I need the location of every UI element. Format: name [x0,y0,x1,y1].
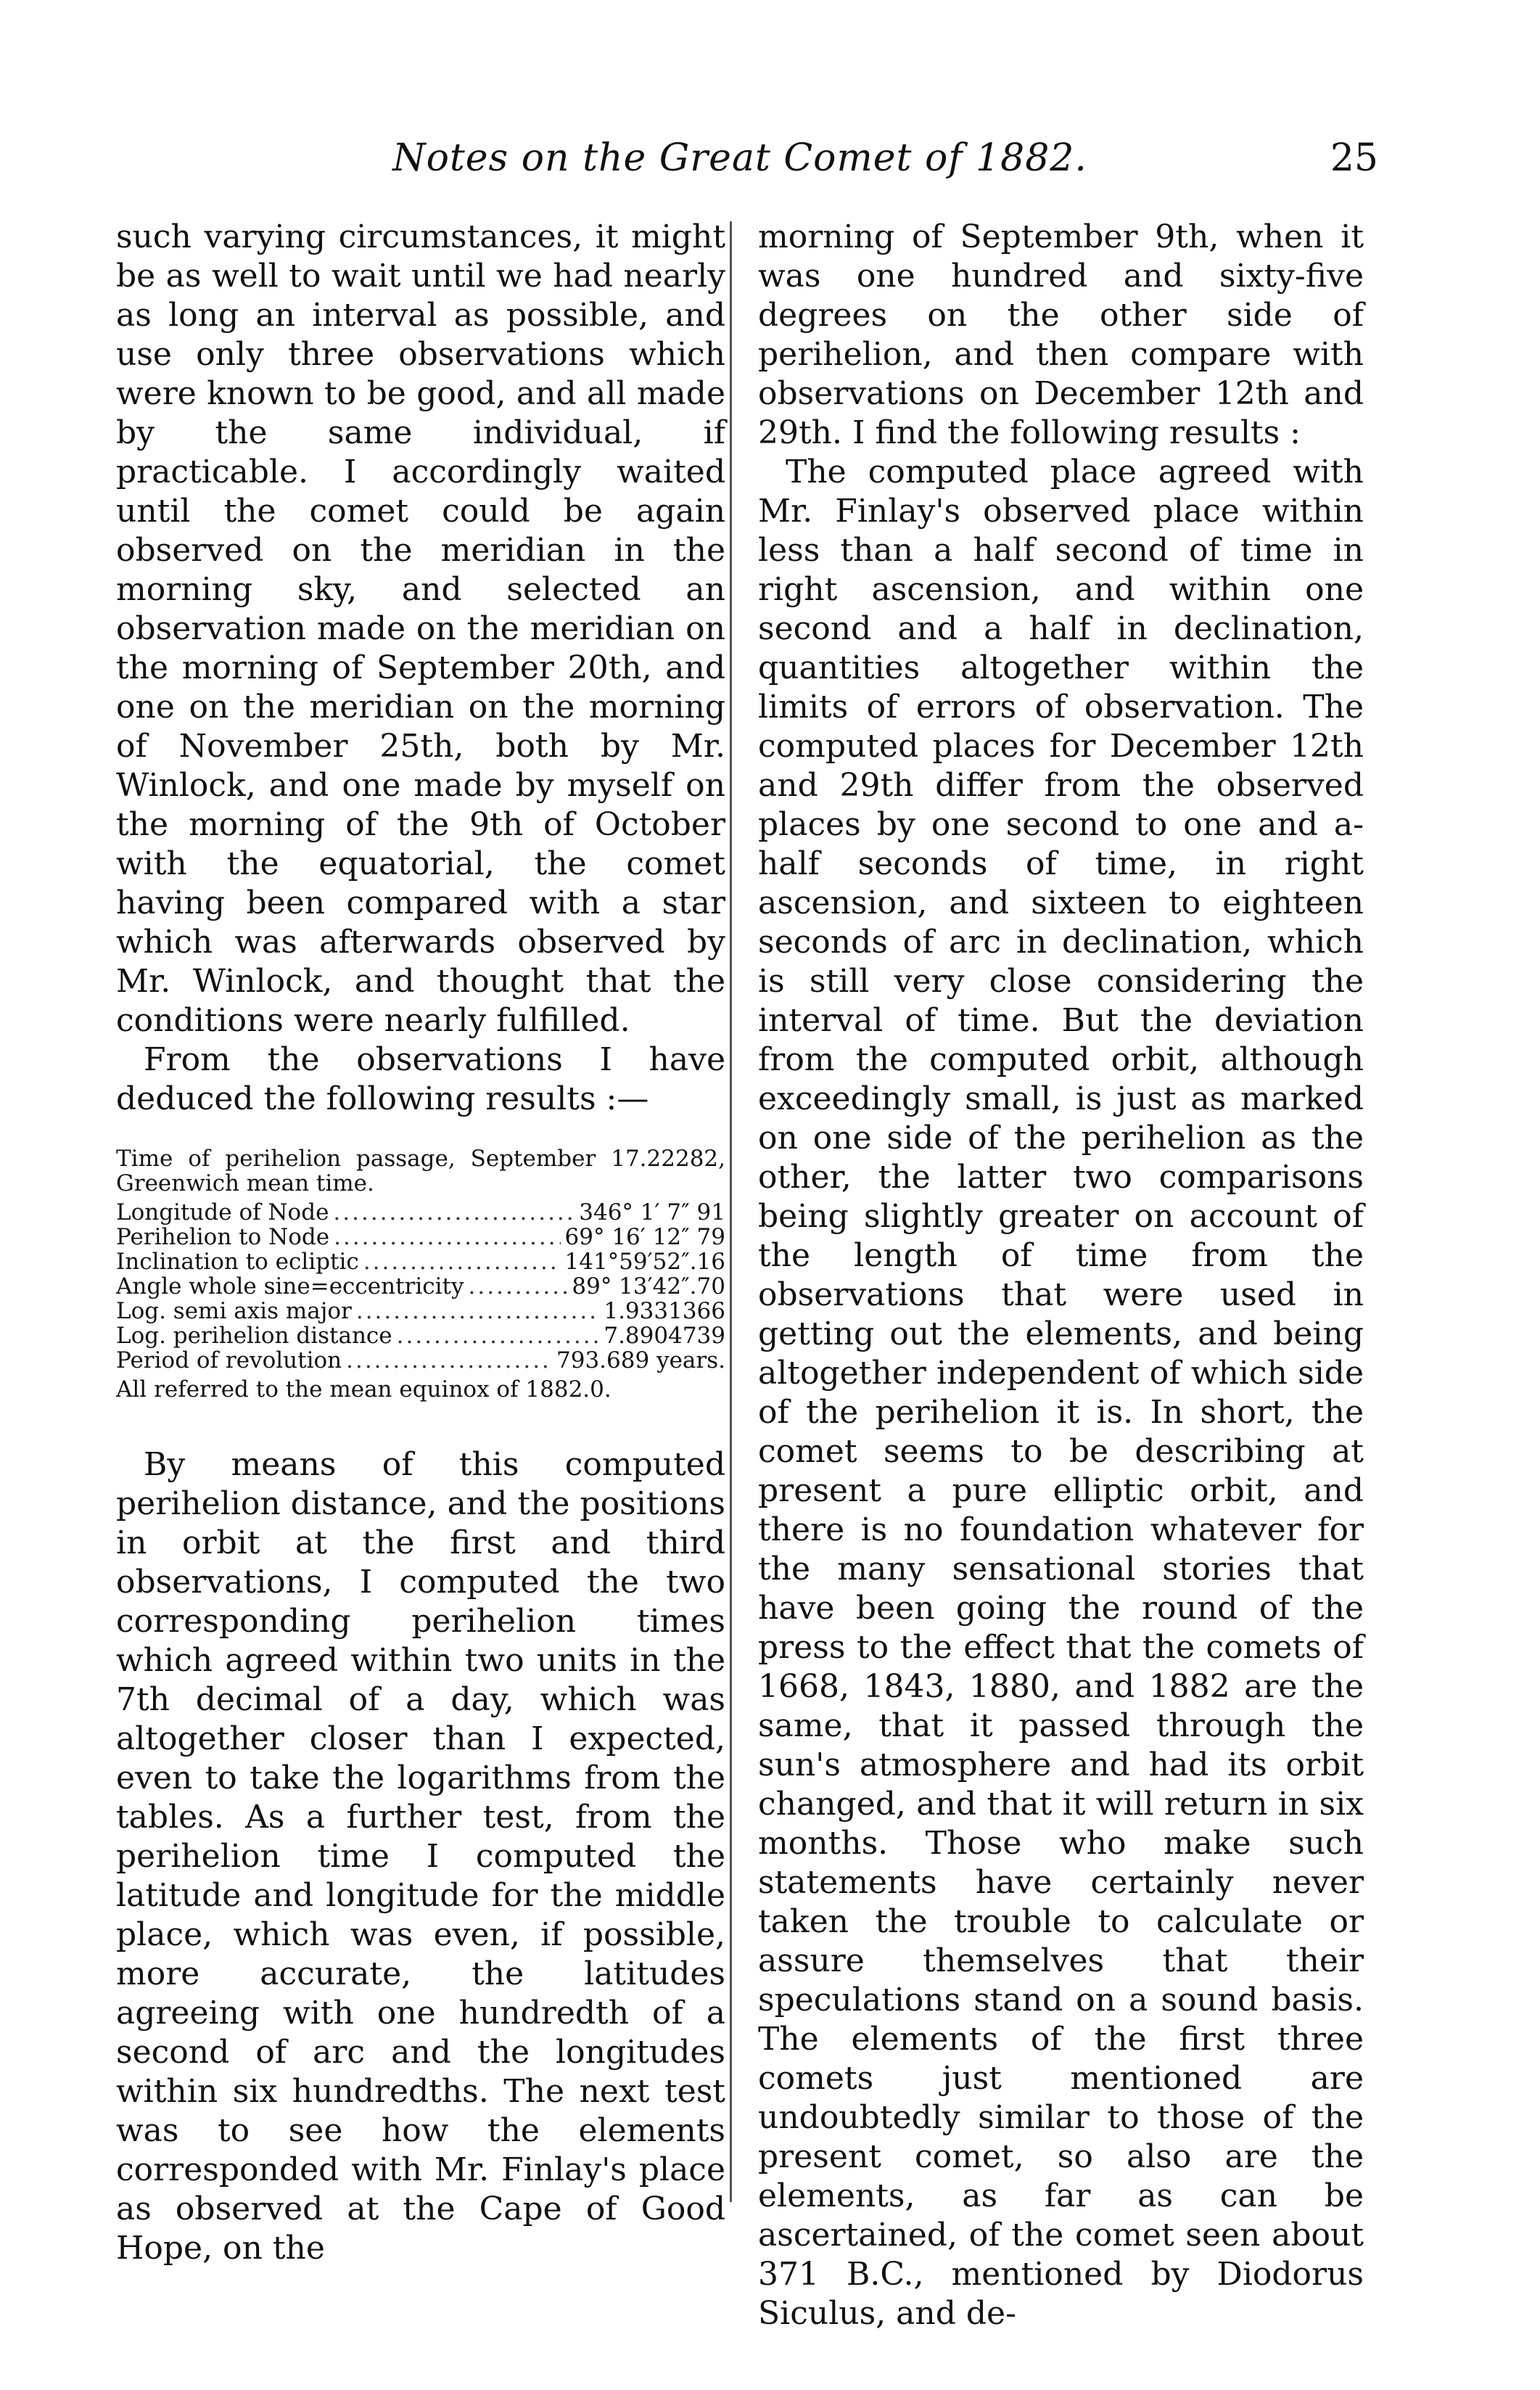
element-row [116,1274,725,1299]
element-label: Period of revolution [116,1347,342,1373]
element-row [116,1323,725,1348]
element-row [116,1200,725,1225]
element-label: Log. perihelion distance [116,1323,392,1349]
element-label: Log. semi axis major [116,1298,352,1324]
right-paragraph-2: The computed place agreed with Mr. Finlay's observed place within less than a half second of time in right ascension, and within one second and a half in declination, quantities altogether within the limits of errors of observation. The computed places for December 12th and 29th differ from the observed places by one second to one and a-half seconds of time, in right ascension, and sixteen to eighteen seconds of arc in declination, which is still very close considering the interval of time. But the deviation from the computed orbit, although exceedingly small, is just as marked on one side of the perihelion as the other, the latter two comparisons being slightly greater on account of the length of time from the observations that were used in getting out the elements, and being altogether independent of which side of the perihelion it is. In short, the comet seems to be describing at present a pure elliptic orbit, and there is no foundation whatever for the many sensational stories that have been going the round of the press to the effect that the comets of 1668, 1843, 1880, and 1882 are the same, that it passed through the sun's atmosphere and had its orbit changed, and that it will return in six months. Those who make such statements have certainly never taken the trouble to calculate or assure themselves that their speculations stand on a sound basis. The elements of the first three comets just mentioned are undoubtedly similar to those of the present comet, so also are the elements, as far as can be ascertained, of the comet seen about 371 B.C., mentioned by Diodorus Siculus, and de- [758,453,1364,2332]
element-label: Angle whole sine=eccentricity [116,1273,464,1299]
element-label: Longitude of Node [116,1199,329,1225]
dot-leader [397,1323,600,1348]
element-value: 1.9331366 [604,1298,725,1324]
element-row [116,1225,725,1249]
running-title: Notes on the Great Comet of 1882. [392,136,1087,180]
element-row [116,1348,725,1373]
dot-leader [356,1299,600,1323]
right-column [758,218,1364,2333]
left-paragraph-3: By means of this computed perihelion distance, and the positions in orbit at the first and third observations, I computed the two corresponding perihelion times which agreed within two units in the 7th decimal of a day, which was altogether closer than I expected, even to take the logarithms from the tables. As a further test, from the perihelion time I computed the latitude and longitude for the middle place, which was even, if possible, more accurate, the latitudes agreeing with one hundredth of a second of arc and the longitudes within six hundredths. The next test was to see how the elements corresponded with Mr. Finlay's place as observed at the Cape of Good Hope, on the [116,1446,725,2267]
element-label: Inclination to ecliptic [116,1249,359,1275]
dot-leader [469,1274,568,1299]
left-paragraph-1: such varying circumstances, it might be as well to wait until we had nearly as long an interval as possible, and use only three observations which were known to be good, and all made by the same individual, if practicable. I accordingly waited until the comet could be again observed on the meridian in the morning sky, and selected an observation made on the meridian on the morning of September 20th, and one on the meridian on the morning of November 25th, both by Mr. Winlock, and one made by myself on the morning of the 9th of October with the equatorial, the comet having been compared with a star which was afterwards observed by Mr. Winlock, and thought that the conditions were nearly fulfilled. [116,218,725,1039]
left-column [116,218,725,2268]
element-value: 89° 13′42″.70 [572,1273,725,1299]
dot-leader [346,1348,552,1373]
element-value: 793.689 years. [556,1347,725,1373]
right-paragraph-1: morning of September 9th, when it was one hundred and sixty-five degrees on the other side of perihelion, and then compare with observations on December 12th and 29th. I find the following results : [758,218,1364,451]
orbital-elements-table [116,1146,725,1402]
elements-intro: Time of perihelion passage, September 17.22282, Greenwich mean time. [116,1146,725,1196]
running-head [116,129,1378,187]
dot-leader [333,1200,575,1225]
element-label: Perihelion to Node [116,1224,330,1250]
page-number: 25 [1330,136,1378,180]
element-value: 141°59′52″.16 [564,1249,725,1275]
column-divider [730,221,732,2202]
element-value: 69° 16′ 12″ 79 [564,1224,725,1250]
elements-note: All referred to the mean equinox of 1882.0. [116,1376,612,1403]
element-row [116,1299,725,1323]
element-value: 7.8904739 [604,1323,725,1349]
section-gap [116,1424,725,1445]
element-row [116,1249,725,1274]
dot-leader [334,1225,560,1249]
dot-leader [363,1249,561,1274]
element-value: 346° 1′ 7″ 91 [579,1199,725,1225]
left-paragraph-2: From the observations I have deduced the following results :— [116,1041,725,1117]
